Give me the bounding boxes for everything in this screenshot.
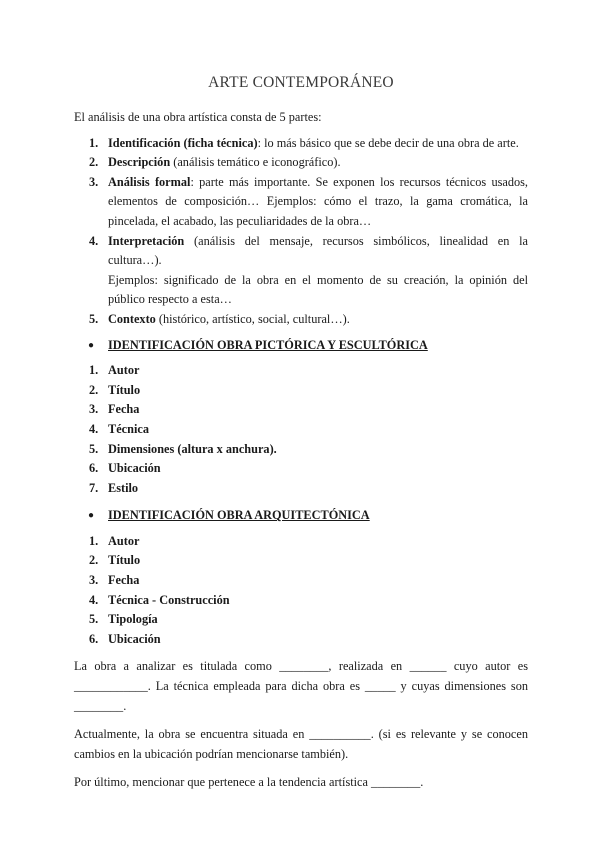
intro-text: El análisis de una obra artística consta de 5 partes:	[74, 110, 322, 124]
body-paragraph-3: Por último, mencionar que pertenece a la tendencia artística ________.	[74, 775, 424, 790]
list-item	[74, 381, 528, 401]
list-item	[74, 551, 528, 571]
list-label: Técnica - Construcción	[108, 592, 230, 607]
list-number: 3.	[89, 573, 99, 588]
list-number: 5.	[89, 311, 99, 326]
list-item	[74, 153, 528, 173]
list-label: Ubicación	[108, 461, 161, 476]
list-label: Fecha	[108, 573, 140, 588]
list-number: 5.	[89, 612, 99, 627]
list-number: 1.	[89, 363, 99, 378]
list-number: 2.	[89, 155, 99, 170]
list-item	[74, 591, 528, 611]
list-label: Dimensiones (altura x anchura).	[108, 441, 277, 456]
list-item	[74, 479, 528, 499]
list-item	[74, 310, 528, 330]
arquitectonica-list	[74, 532, 528, 650]
list-item	[74, 232, 528, 310]
part-text: (análisis temático e iconográfico).	[170, 155, 341, 170]
part-text: : parte más importante. Se exponen los recursos técnicos usados, elementos de composición… Ejemplos: cómo el trazo, la gama cromática, la pincelada, el acabado, las peculiaridades de la obra…	[108, 174, 528, 228]
list-label: Título	[108, 553, 141, 568]
list-item	[74, 459, 528, 479]
list-number: 1.	[89, 135, 99, 150]
list-number: 1.	[89, 533, 99, 548]
document-page	[74, 72, 528, 802]
list-number: 6.	[89, 631, 99, 646]
list-number: 4.	[89, 233, 99, 248]
part-term: Contexto	[108, 311, 156, 326]
section-heading-pictorica	[74, 336, 528, 356]
part-term: Descripción	[108, 155, 171, 170]
list-number: 2.	[89, 553, 99, 568]
list-number: 5.	[89, 441, 99, 456]
body-paragraph-1: La obra a analizar es titulada como ________, realizada en ______ cuyo autor es ____________. La técnica empleada para dicha obra es _____ y cuyas dimensiones son ________.	[74, 659, 528, 713]
list-item	[74, 361, 528, 381]
bullet-icon: ●	[88, 339, 95, 351]
list-label: Título	[108, 382, 141, 397]
list-number: 4.	[89, 421, 99, 436]
list-label: Autor	[108, 533, 140, 548]
list-item	[74, 610, 528, 630]
section-heading-arquitectonica	[74, 506, 528, 526]
part-term: Identificación (ficha técnica)	[108, 135, 258, 150]
list-number: 6.	[89, 461, 99, 476]
list-item	[74, 571, 528, 591]
bullet-icon: ●	[88, 510, 95, 522]
analysis-parts-list	[74, 134, 528, 330]
list-item	[74, 420, 528, 440]
list-label: Técnica	[108, 421, 149, 436]
list-label: Autor	[108, 363, 140, 378]
part-term: Análisis formal	[108, 174, 191, 189]
section-heading-text: IDENTIFICACIÓN OBRA ARQUITECTÓNICA	[108, 508, 370, 523]
list-item	[74, 173, 528, 232]
page-title: ARTE CONTEMPORÁNEO	[208, 74, 394, 91]
list-item	[74, 630, 528, 650]
list-label: Fecha	[108, 402, 140, 417]
list-item	[74, 400, 528, 420]
part-text: (histórico, artístico, social, cultural…).	[155, 311, 350, 326]
list-item	[74, 134, 528, 154]
list-item	[74, 440, 528, 460]
part-extra-text: Ejemplos: significado de la obra en el momento de su creación, la opinión del público respecto a esta…	[108, 272, 528, 307]
part-text: (análisis del mensaje, recursos simbólicos, linealidad en la cultura…).	[108, 233, 528, 268]
list-number: 3.	[89, 402, 99, 417]
section-heading-text: IDENTIFICACIÓN OBRA PICTÓRICA Y ESCULTÓRICA	[108, 337, 428, 352]
part-term: Interpretación	[108, 233, 185, 248]
part-text: : lo más básico que se debe decir de una obra de arte.	[257, 135, 519, 150]
pictorica-list	[74, 361, 528, 498]
list-number: 2.	[89, 382, 99, 397]
list-number: 4.	[89, 592, 99, 607]
list-label: Ubicación	[108, 631, 161, 646]
body-paragraph-2: Actualmente, la obra se encuentra situada en __________. (si es relevante y se conocen cambios en la ubicación podrían mencionarse también).	[74, 727, 528, 761]
list-number: 3.	[89, 174, 99, 189]
list-label: Estilo	[108, 480, 139, 495]
list-label: Tipología	[108, 612, 158, 627]
list-item	[74, 532, 528, 552]
list-number: 7.	[89, 480, 99, 495]
